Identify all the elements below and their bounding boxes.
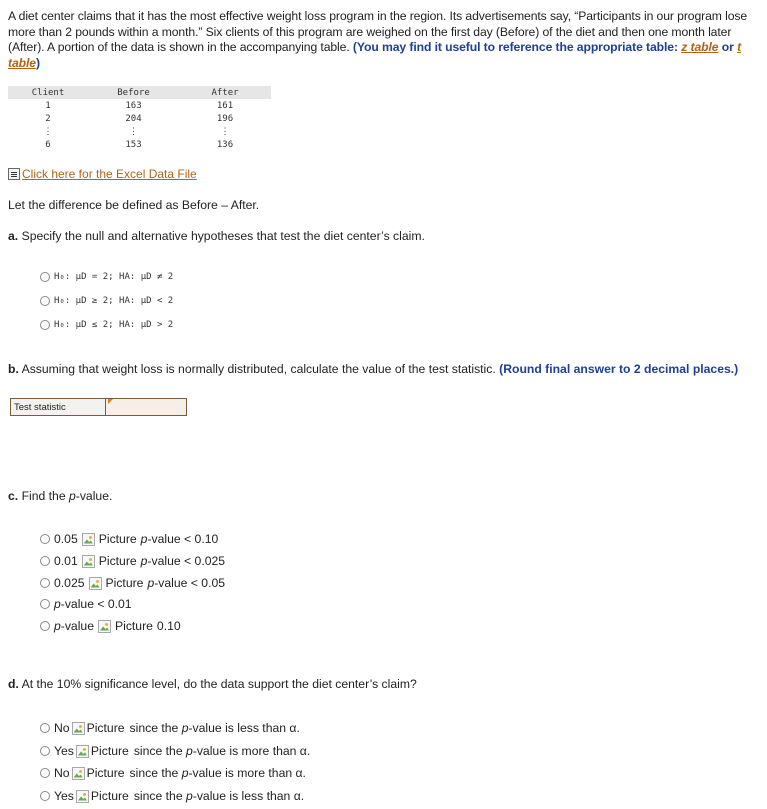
radio-button[interactable] <box>40 723 50 733</box>
test-statistic-row <box>10 398 187 416</box>
picture-icon <box>72 722 85 735</box>
radio-button[interactable] <box>40 320 50 330</box>
radio-button[interactable] <box>40 599 50 609</box>
radio-button[interactable] <box>40 746 50 756</box>
radio-button[interactable] <box>40 621 50 631</box>
hypothesis-option[interactable]: H₀: μD ≥ 2; HA: μD < 2 <box>40 296 173 306</box>
table-row: ⋮ ⋮ ⋮ <box>43 126 230 137</box>
radio-button[interactable] <box>40 534 50 544</box>
picture-icon <box>89 577 102 590</box>
picture-icon <box>82 533 95 546</box>
picture-icon <box>98 620 111 633</box>
conclusion-option[interactable]: Yes Picture since the p-value is less than α. <box>40 789 304 803</box>
input-marker-icon <box>108 399 113 404</box>
picture-icon <box>72 767 85 780</box>
header-before: Before <box>117 87 150 98</box>
conclusion-option[interactable]: No Picture since the p-value is more than α. <box>40 766 306 780</box>
header-after: After <box>211 87 239 98</box>
part-a-question: a. Specify the null and alternative hypotheses that test the diet center’s claim. <box>8 229 425 243</box>
test-statistic-label: Test statistic <box>11 399 106 415</box>
part-d-question: d. At the 10% significance level, do the data support the diet center’s claim? <box>8 677 417 691</box>
data-table <box>8 86 271 151</box>
radio-button[interactable] <box>40 578 50 588</box>
picture-icon <box>76 745 89 758</box>
part-b-question: b. Assuming that weight loss is normally distributed, calculate the value of the test statistic. (Round final answer to 2 decimal places.) <box>8 362 739 376</box>
test-statistic-input[interactable] <box>106 399 186 415</box>
z-table-link[interactable]: z table <box>681 40 719 54</box>
table-row: 6 153 136 <box>45 139 234 150</box>
excel-link-text[interactable]: Click here for the Excel Data File <box>22 167 197 181</box>
conclusion-option[interactable]: Yes Picture since the p-value is more than α. <box>40 744 310 758</box>
p-value-option[interactable]: 0.01 Picture p-value < 0.025 <box>40 554 225 568</box>
table-row: 1 163 161 <box>45 100 234 111</box>
intro-text: A diet center claims that it has the most effective weight loss program in the region. Its advertisements say, “Participants in our program lose more than 2 pounds within a month.” Six clients of this program are weighed on the first day (Before) of the diet and then one month later (After). A portion of the data is shown in the accompanying table. <box>8 9 748 54</box>
t-table-link[interactable]: t table <box>8 40 742 70</box>
radio-button[interactable] <box>40 296 50 306</box>
table-header <box>8 86 271 99</box>
picture-icon <box>76 790 89 803</box>
conclusion-option[interactable]: No Picture since the p-value is less than α. <box>40 721 300 735</box>
hypothesis-option[interactable]: H₀: μD = 2; HA: μD ≠ 2 <box>40 272 173 282</box>
p-value-option[interactable]: p-value < 0.01 <box>40 597 132 611</box>
hypothesis-option[interactable]: H₀: μD ≤ 2; HA: μD > 2 <box>40 320 173 330</box>
table-reference: (You may find it useful to reference the appropriate table: z table or t table) <box>8 40 742 70</box>
radio-button[interactable] <box>40 556 50 566</box>
radio-button[interactable] <box>40 791 50 801</box>
excel-file-link[interactable] <box>8 167 197 181</box>
picture-icon <box>82 555 95 568</box>
document-icon <box>8 168 20 180</box>
p-value-option[interactable]: 0.05 Picture p-value < 0.10 <box>40 532 218 546</box>
header-client: Client <box>31 87 65 98</box>
difference-definition: Let the difference be defined as Before – After. <box>8 198 260 212</box>
p-value-option[interactable]: 0.025 Picture p-value < 0.05 <box>40 576 225 590</box>
part-c-question: c. Find the p-value. <box>8 489 113 503</box>
table-row: 2 204 196 <box>45 113 234 124</box>
radio-button[interactable] <box>40 272 50 282</box>
problem-intro <box>8 9 760 71</box>
p-value-option[interactable]: p-value Picture 0.10 <box>40 619 181 633</box>
radio-button[interactable] <box>40 768 50 778</box>
